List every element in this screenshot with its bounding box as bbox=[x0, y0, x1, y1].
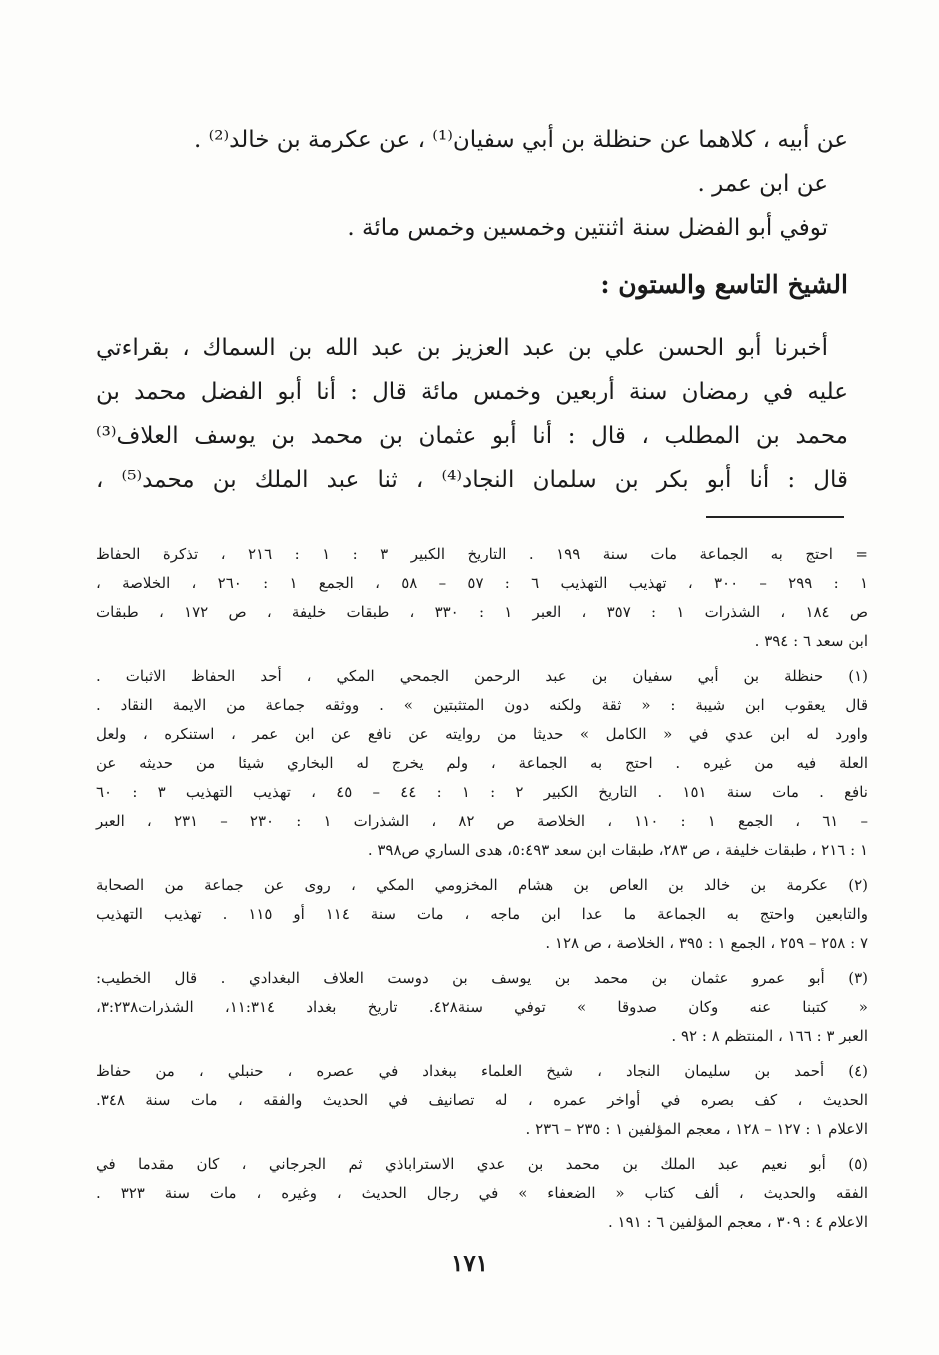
footnote-continuation bbox=[96, 540, 868, 656]
footnote-line: (٢) عكرمة بن خالد بن العاص بن هشام المخزومي المكي ، روى عن جماعة من الصحابة bbox=[96, 876, 868, 894]
text-line: قال : أنا أبو بكر بن سلمان النجاد⁽⁴⁾ ، ثنا عبد الملك بن محمد⁽⁵⁾ ، bbox=[96, 467, 849, 493]
text-line: عليه في رمضان سنة أربعين وخمس مائة قال : أنا أبو الفضل محمد بن bbox=[96, 379, 848, 405]
footnote-line: – ٦١ ، الجمع ١ : ١١٠ ، الخلاصة ص ٨٢ ، الشذرات ١ : ٢٣٠ – ٢٣١ ، العبر bbox=[96, 812, 869, 830]
text-line: عن أبيه ، كلاهما عن حنظلة بن أبي سفيان⁽¹⁾ ، عن عكرمة بن خالد⁽²⁾ . bbox=[193, 127, 848, 153]
footnotes bbox=[96, 540, 868, 1243]
footnote-line: الفقه والحديث ، ألف كتاب « الضعفاء » في رجال الحديث ، وغيره ، مات سنة ٣٢٣ . bbox=[96, 1184, 868, 1202]
footnote-2 bbox=[96, 871, 868, 958]
footnote-line: (٤) أحمد بن سليمان النجاد ، شيخ العلماء ببغداد في عصره ، حنبلي ، من حفاظ bbox=[96, 1062, 868, 1080]
footnote-line: ٧ : ٢٥٨ – ٢٥٩ ، الجمع ١ : ٣٩٥ ، الخلاصة ، ص ١٢٨ . bbox=[545, 934, 868, 952]
footnote-line: نافع . مات سنة ١٥١ . التاريخ الكبير ٢ : ١ : ٤٤ – ٤٥ ، تهذيب التهذيب ٣ : ٦٠ bbox=[96, 783, 868, 801]
footnote-line: = احتج به الجماعة مات سنة ١٩٩ . التاريخ الكبير ٣ : ١ : ٢١٦ ، تذكرة الحفاظ bbox=[96, 545, 868, 563]
text-line: أخبرنا أبو الحسن علي بن عبد العزيز بن عبد الله بن السماك ، بقراءتي bbox=[96, 335, 828, 361]
footnote-5 bbox=[96, 1150, 868, 1237]
footnote-line: ١ : ٢٩٩ – ٣٠٠ ، تهذيب التهذيب ٦ : ٥٧ – ٥٨ ، الجمع ١ : ٢٦٠ ، الخلاصة ، bbox=[96, 574, 869, 592]
footnote-line: (٥) أبو نعيم عبد الملك بن محمد بن عدي الاستراباذي ثم الجرجاني ، كان مقدما في bbox=[96, 1155, 868, 1173]
footnote-line: ١ : ٢١٦ ، طبقات خليفة ، ص ٢٨٣، طبقات ابن سعد ٥:٤٩٣، هدى الساري ص٣٩٨ . bbox=[367, 841, 868, 859]
text-line: عن ابن عمر . bbox=[697, 171, 828, 197]
page-number: ١٧١ bbox=[450, 1250, 489, 1277]
footnote-line: قال يعقوب ابن شيبة : « ثقة ولكنه دون المتثبتين » . ووثقه جماعة من الايمة النقاد . bbox=[96, 696, 868, 714]
footnote-line: الاعلام ١ : ١٢٧ – ١٢٨ ، معجم المؤلفين ١ : ٢٣٥ – ٢٣٦ . bbox=[525, 1120, 868, 1138]
footnote-line: (٣) أبو عمرو عثمان بن محمد بن يوسف بن دوست العلاف البغدادي . قال الخطيب: bbox=[96, 969, 868, 987]
footnote-separator bbox=[706, 516, 844, 518]
text-line: محمد بن المطلب ، قال : أنا أبو عثمان بن محمد بن يوسف العلاف⁽³⁾ bbox=[96, 423, 848, 449]
footnote-line: (١) حنظلة بن أبي سفيان بن عبد الرحمن الجمحي المكي ، أحد الحفاظ الاثبات . bbox=[96, 667, 868, 685]
footnote-1 bbox=[96, 662, 868, 865]
footnote-line: « كتبنا عنه وكان صدوقا » توفي سنة٤٢٨. تاريخ بغداد ١١:٣١٤، الشذرات٣:٢٣٨، bbox=[96, 998, 868, 1016]
footnote-line: العلة فيه من غيره . احتج به الجماعة ، ولم يخرج له البخاري شيئا من حديثه عن bbox=[96, 754, 868, 772]
paragraph bbox=[96, 326, 848, 502]
footnote-line: ص ١٨٤ ، الشذرات ١ : ٣٥٧ ، العبر ١ : ٣٣٠ ، طبقات خليفة ، ص ١٧٢ ، طبقات bbox=[96, 603, 868, 621]
main-text bbox=[96, 118, 848, 502]
footnote-4 bbox=[96, 1057, 868, 1144]
section-heading: الشيخ التاسع والستون : bbox=[600, 270, 848, 299]
footnote-line: واورد له ابن عدي في « الكامل » حديثا من روايته عن نافع عن ابن عمر ، استنكره ، ولعل bbox=[96, 725, 868, 743]
footnote-line: العبر ٣ : ١٦٦ ، المنتظم ٨ : ٩٢ . bbox=[671, 1027, 868, 1045]
footnote-3 bbox=[96, 964, 868, 1051]
footnote-line: الاعلام ٤ : ٣٠٩ ، معجم المؤلفين ٦ : ١٩١ . bbox=[607, 1213, 868, 1231]
footnote-line: والتابعين واحتج به الجماعة ما عدا ابن ماجه ، مات سنة ١١٤ أو ١١٥ . تهذيب التهذيب bbox=[96, 905, 868, 923]
footnote-line: ابن سعد ٦ : ٣٩٤ . bbox=[754, 632, 868, 650]
footnote-line: الحديث ، كف بصره في أواخر عمره ، له تصانيف في الحديث والفقه ، مات سنة ٣٤٨. bbox=[96, 1091, 868, 1109]
text-line: توفي أبو الفضل سنة اثنتين وخمسين وخمس مائة . bbox=[347, 215, 828, 241]
